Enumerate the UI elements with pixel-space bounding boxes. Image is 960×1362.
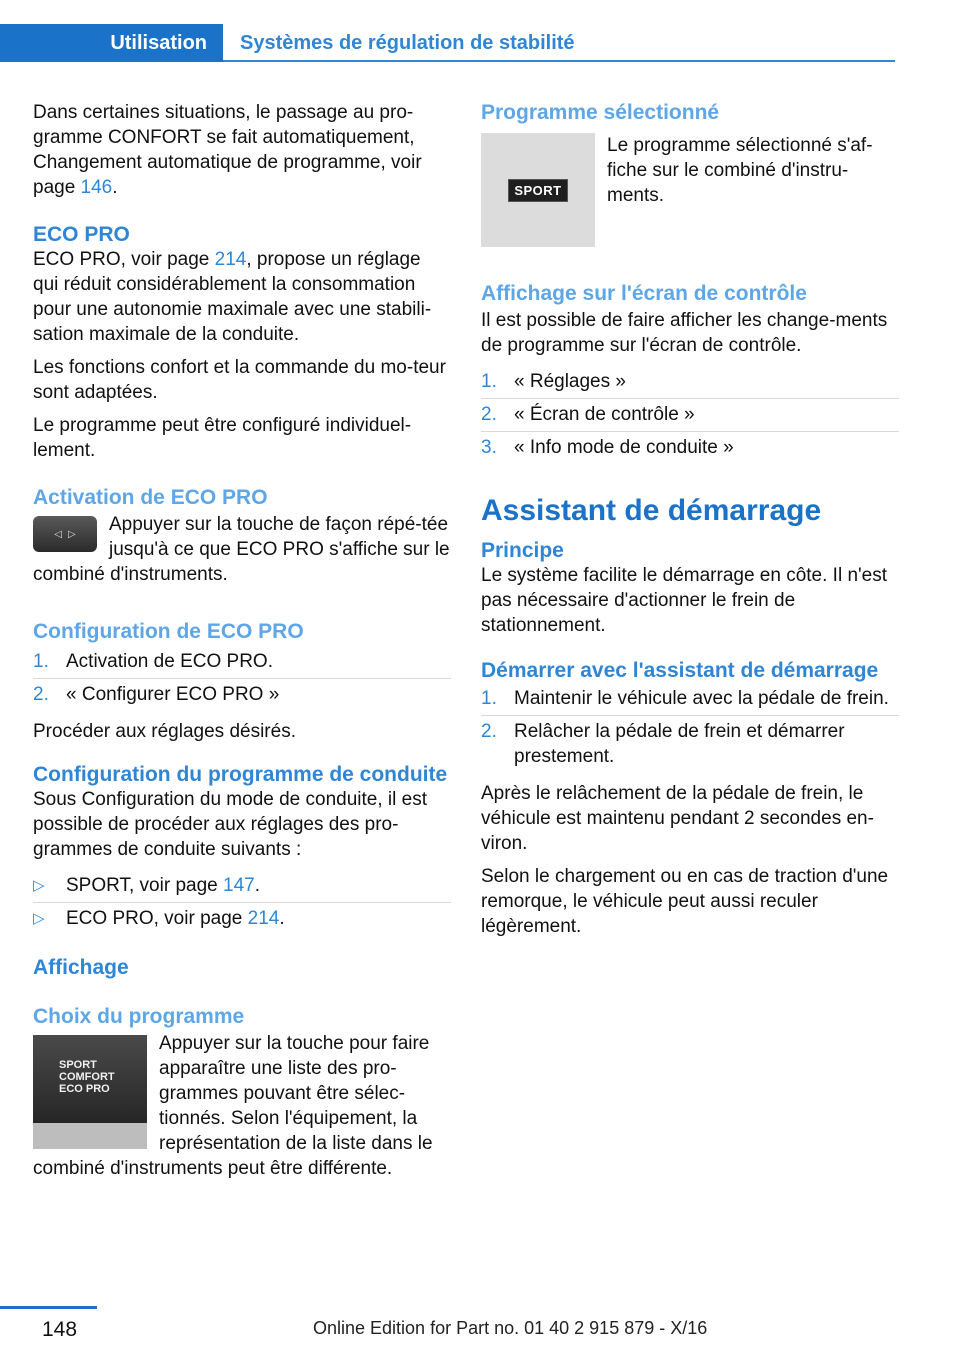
- heading-principe: Principe: [481, 539, 564, 562]
- list-item: ▷ SPORT, voir page 147.: [33, 870, 451, 903]
- config-eco-steps: [33, 646, 451, 711]
- config-prog-list: [33, 870, 451, 935]
- heading-ecran: Affichage sur l'écran de contrôle: [481, 282, 807, 305]
- activation-text: Appuyer sur la touche de façon répé-tée jusqu'à ce que ECO PRO s'affiche sur le combiné d'instruments.: [33, 514, 450, 585]
- principe-text: Le système facilite le démarrage en côte. Il n'est pas nécessaire d'actionner le frein de stationnement.: [481, 565, 887, 636]
- assistant-p1: Après le relâchement de la pédale de frein, le véhicule est maintenu pendant 2 secondes en-viron.: [481, 783, 874, 854]
- list-item: 1. Maintenir le véhicule avec la pédale de frein.: [481, 683, 899, 716]
- list-item: 3. « Info mode de conduite »: [481, 437, 734, 458]
- list-item: 1. Activation de ECO PRO.: [33, 646, 451, 679]
- eco-pro-p3: Le programme peut être configuré individuel-lement.: [33, 415, 412, 461]
- sport-display-image: [481, 133, 595, 247]
- eco-pro-p1: ECO PRO, voir page 214, propose un réglage qui réduit considérablement la consommation pour une autonomie maximale avec une stabili-sation maximale de la conduite.: [33, 249, 432, 345]
- prog-sel-text: Le programme sélectionné s'af-fiche sur le combiné d'instru-ments.: [607, 135, 873, 206]
- tab-utilisation: Utilisation: [0, 24, 223, 62]
- assistant-p2: Selon le chargement ou en cas de traction d'une remorque, le véhicule peut aussi reculer légèrement.: [481, 866, 889, 937]
- heading-demarrer: Démarrer avec l'assistant de démarrage: [481, 659, 879, 682]
- page-link-147[interactable]: 147: [223, 875, 255, 896]
- triangle-bullet-icon: ▷: [33, 910, 45, 927]
- heading-assistant: Assistant de démarrage: [481, 494, 822, 527]
- page-number: 148: [42, 1318, 78, 1341]
- ecran-text: Il est possible de faire afficher les change-ments de programme sur l'écran de contrôle.: [481, 310, 888, 356]
- list-item: 1. « Réglages »: [481, 366, 899, 399]
- mode-button-icon: ◁ ▷: [33, 516, 97, 552]
- heading-affichage: Affichage: [33, 956, 129, 979]
- header-rule: [223, 60, 895, 62]
- ecran-steps: [481, 366, 899, 464]
- demarrer-steps: [481, 683, 899, 773]
- eco-button-figure: [33, 512, 97, 552]
- list-item: 2. « Configurer ECO PRO »: [33, 684, 280, 705]
- program-list-figure: [33, 1035, 147, 1149]
- heading-activation: Activation de ECO PRO: [33, 486, 268, 509]
- heading-prog-sel: Programme sélectionné: [481, 101, 720, 124]
- list-item: ▷ ECO PRO, voir page 214.: [33, 908, 285, 929]
- section-title: Systèmes de régulation de stabilité: [240, 31, 575, 54]
- page-link-146[interactable]: 146: [80, 177, 113, 198]
- page-link-214[interactable]: 214: [247, 908, 280, 929]
- edition-note: Online Edition for Part no. 01 40 2 915 879 - X/16: [313, 1318, 708, 1338]
- sport-badge: SPORT: [508, 179, 567, 202]
- config-prog-text: Sous Configuration du mode de conduite, il est possible de procéder aux réglages des pro-grammes de conduite suivants :: [33, 789, 427, 860]
- list-item: 2. « Écran de contrôle »: [481, 399, 899, 432]
- config-eco-after: Procéder aux réglages désirés.: [33, 721, 296, 742]
- heading-choix: Choix du programme: [33, 1005, 245, 1028]
- sport-figure: [481, 133, 595, 247]
- triangle-bullet-icon: ▷: [33, 877, 45, 894]
- eco-pro-p2: Les fonctions confort et la commande du mo-teur sont adaptées.: [33, 357, 446, 403]
- intro-paragraph: Dans certaines situations, le passage au pro-gramme CONFORT se fait automatiquement, Changement automatique de programme, voir page 146.: [33, 102, 422, 198]
- footer-rule: [0, 1306, 97, 1309]
- heading-eco-pro: ECO PRO: [33, 223, 130, 246]
- program-menu-image: SPORT COMFORT ECO PRO: [33, 1035, 147, 1149]
- heading-config-eco: Configuration de ECO PRO: [33, 620, 304, 643]
- left-column: [33, 100, 451, 1189]
- list-item: 2. Relâcher la pédale de frein et démarrer prestement.: [481, 721, 845, 767]
- page-link-214[interactable]: 214: [214, 249, 247, 270]
- heading-config-prog: Configuration du programme de conduite: [33, 763, 448, 786]
- choix-text: Appuyer sur la touche pour faire apparaître une liste des pro-grammes pouvant être sélec-tionnés. Selon l'équipement, la représentation de la liste dans le combiné d'instruments peut être différente.: [33, 1033, 433, 1179]
- right-column: [481, 100, 899, 947]
